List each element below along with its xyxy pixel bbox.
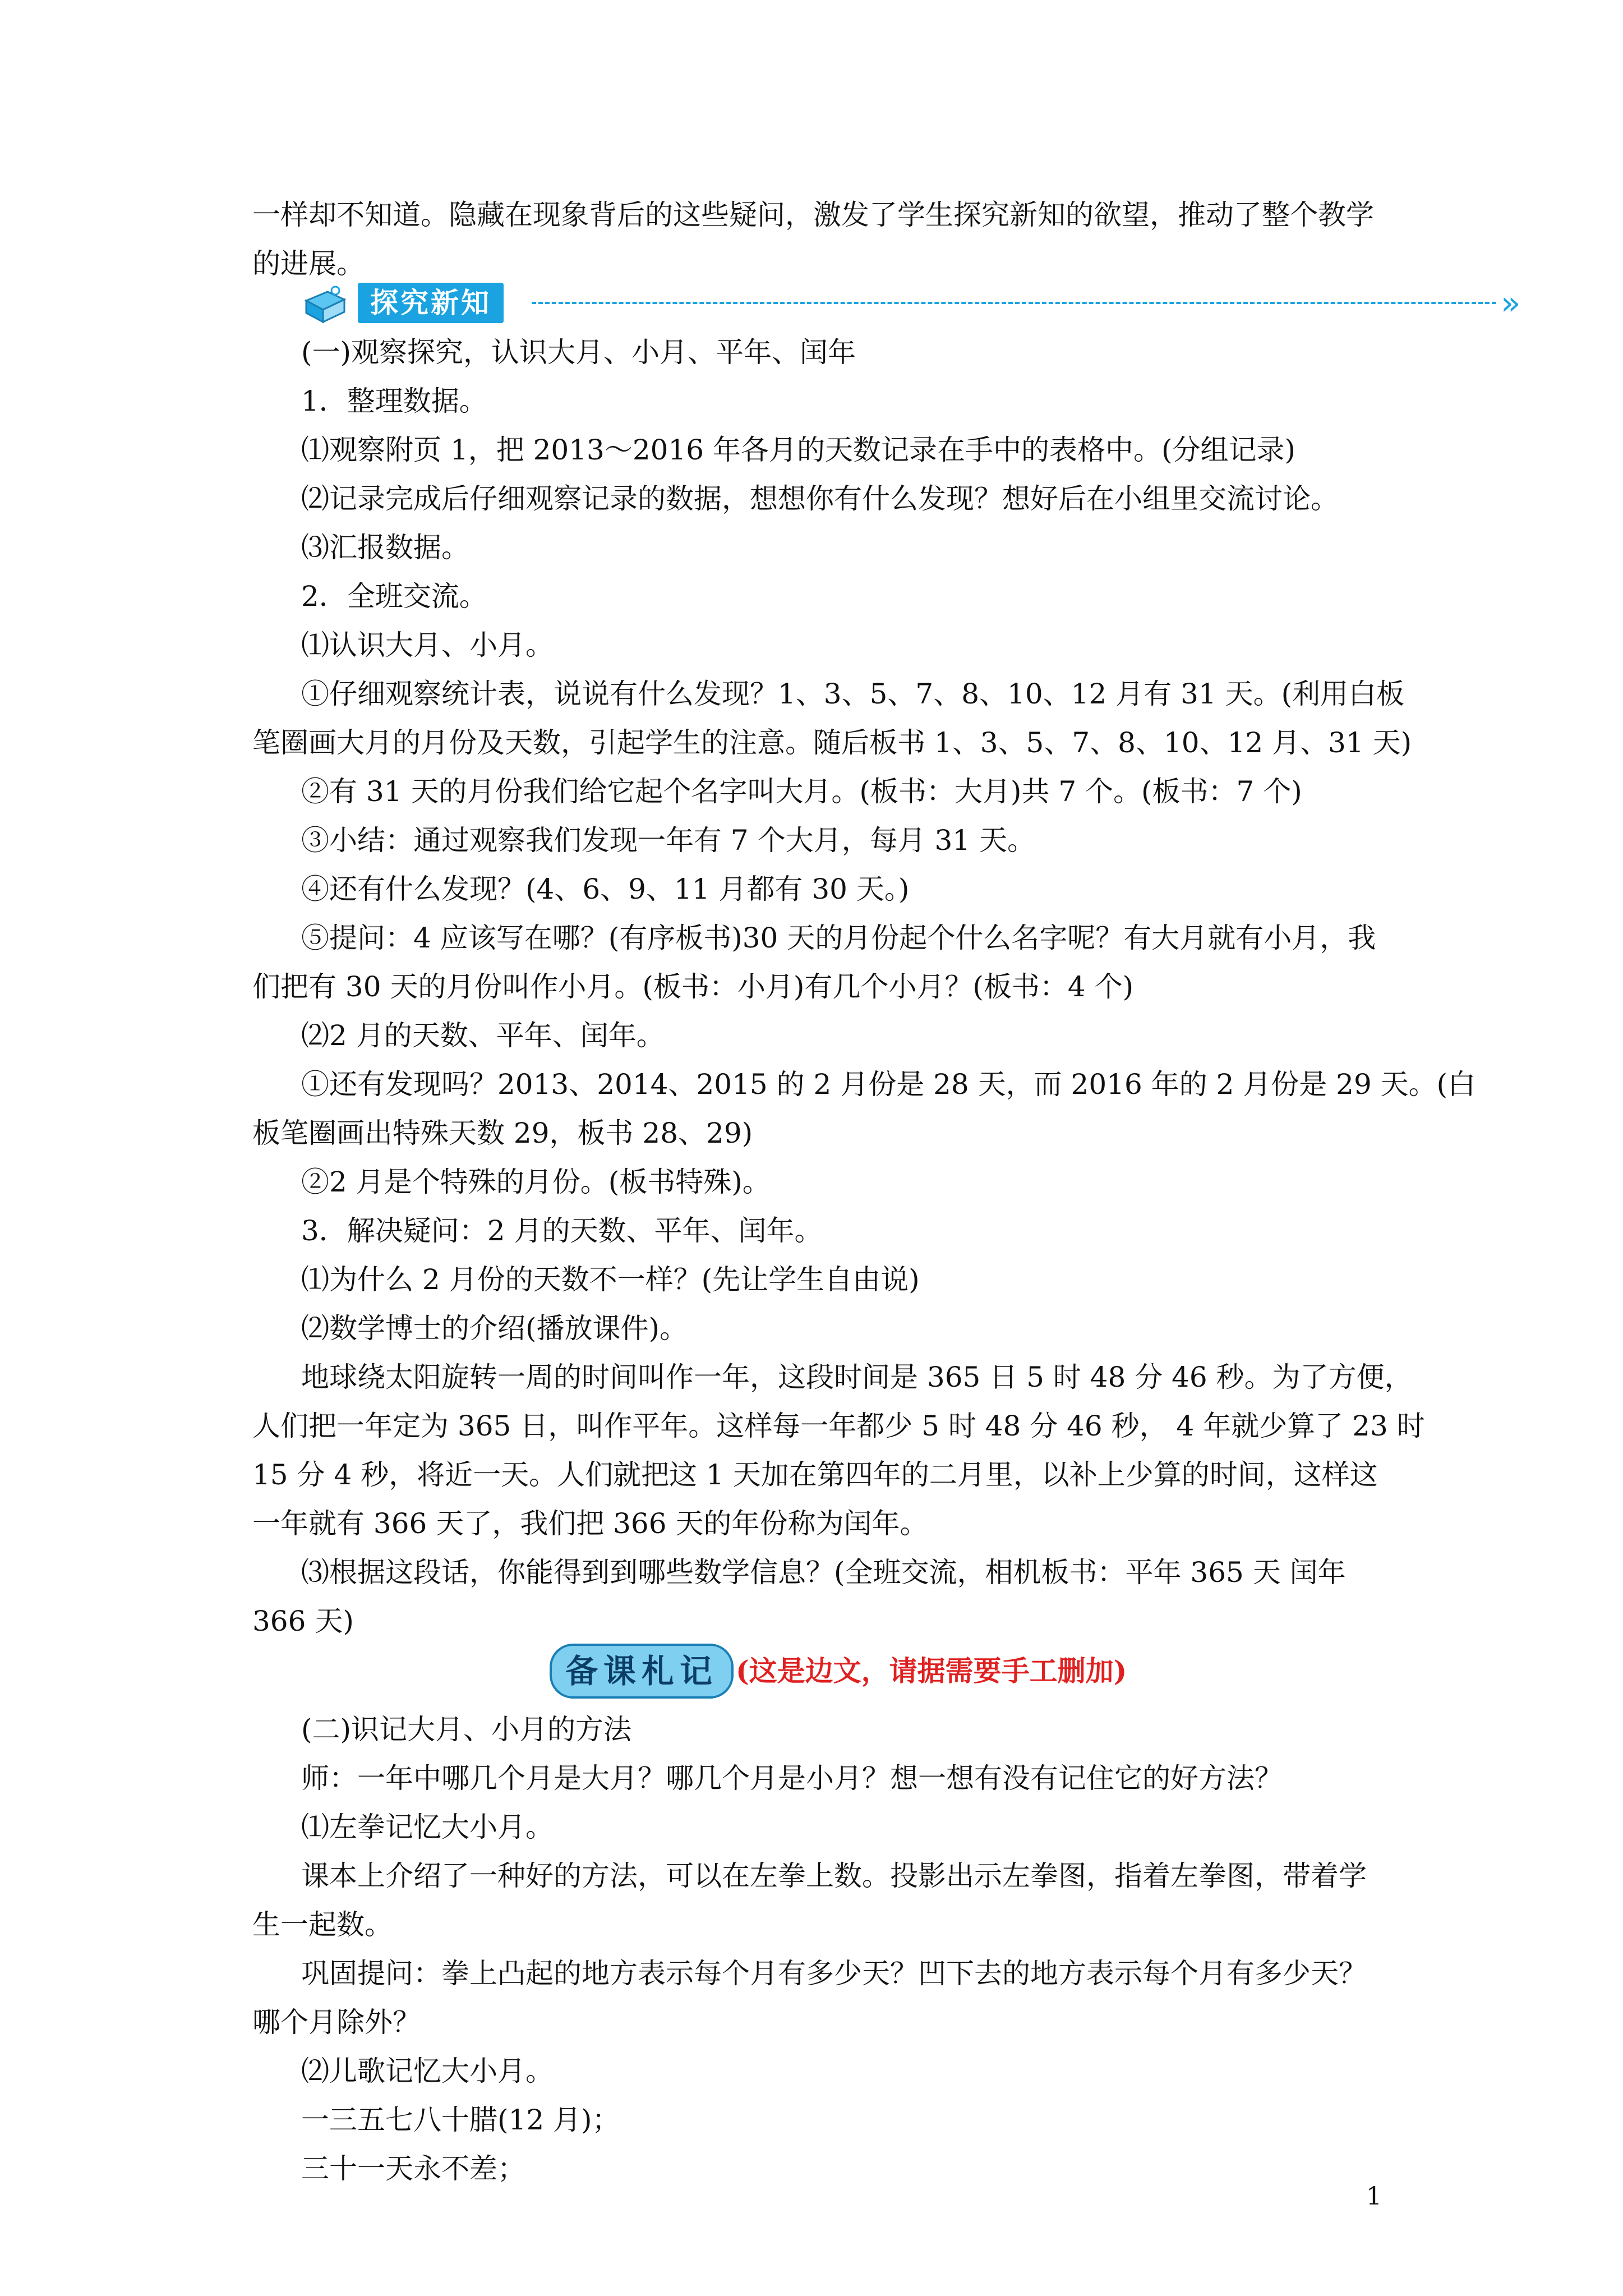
text-line: 一三五七八十腊(12 月)； [301,2104,620,2136]
text-line: 一年就有 366 天了，我们把 366 天的年份称为闰年。 [252,1507,928,1540]
text-line: ⑴左拳记忆大小月。 [301,1811,554,1843]
text-line: 笔圈画大月的月份及天数，引起学生的注意。随后板书 1、3、5、7、8、10、12 月、31 天) [252,726,1412,759]
text-line: ③小结：通过观察我们发现一年有 7 个大月，每月 31 天。 [301,824,1036,857]
text-line: 一样却不知道。隐藏在现象背后的这些疑问，激发了学生探究新知的欲望，推动了整个教学 [252,199,1374,231]
text-line: ⑴观察附页 1，把 2013～2016 年各月的天数记录在手中的表格中。(分组记录) [301,434,1295,466]
notes-badge [550,1644,1127,1700]
margin-note: (这是边文，请据需要手工删加) [736,1654,1127,1687]
book-icon [303,284,348,324]
text-line: ④还有什么发现？(4、6、9、11 月都有 30 天。) [301,873,910,905]
subheading-line: (一)观察探究，认识大月、小月、平年、闰年 [301,336,856,369]
text-line: 的进展。 [252,247,365,280]
subheading-line: (二)识记大月、小月的方法 [301,1713,632,1746]
text-line: 巩固提问：拳上凸起的地方表示每个月有多少天？凹下去的地方表示每个月有多少天？ [301,1957,1367,1990]
text-line: 三十一天永不差； [301,2152,525,2185]
text-line: ⑵数学博士的介绍(播放课件)。 [301,1312,688,1345]
text-line: ⑵2 月的天数、平年、闰年。 [301,1019,665,1052]
page-number: 1 [1366,2182,1382,2211]
text-line: 哪个月除外？ [252,2006,421,2039]
text-line: ①仔细观察统计表，说说有什么发现？1、3、5、7、8、10、12 月有 31 天。(利用白板 [301,678,1405,710]
text-line: 们把有 30 天的月份叫作小月。(板书：小月)有几个小月？(板书：4 个) [252,970,1134,1003]
text-line: 课本上介绍了一种好的方法，可以在左拳上数。投影出示左拳图，指着左拳图，带着学 [301,1860,1367,1892]
text-line: 2．全班交流。 [301,580,487,613]
text-line: ①还有发现吗？2013、2014、2015 的 2 月份是 28 天，而 2016 年的 2 月份是 29 天。(白 [301,1068,1476,1101]
text-line: ⑤提问：4 应该写在哪？(有序板书)30 天的月份起个什么名字呢？有大月就有小月，我 [301,922,1376,954]
section-heading-label: 探究新知 [358,283,504,323]
double-chevron-right-icon: » [1501,284,1521,322]
text-line: ⑴为什么 2 月份的天数不一样？(先让学生自由说) [301,1263,920,1296]
text-line: ⑴认识大月、小月。 [301,629,554,661]
text-line: 人们把一年定为 365 日，叫作平年。这样每一年都少 5 时 48 分 46 秒， 4 年就少算了 23 时 [252,1410,1425,1442]
text-line: ②有 31 天的月份我们给它起个名字叫大月。(板书：大月)共 7 个。(板书：7 个) [301,775,1302,808]
text-line: ⑶汇报数据。 [301,531,469,564]
dashed-divider [532,302,1496,304]
text-line: ②2 月是个特殊的月份。(板书特殊)。 [301,1166,771,1198]
notes-badge-label: 备课札记 [550,1644,734,1699]
text-line: 1．整理数据。 [301,385,487,417]
text-line: 15 分 4 秒，将近一天。人们就把这 1 天加在第四年的二月里，以补上少算的时间，这样这 [252,1458,1378,1491]
text-line: 366 天) [252,1605,354,1637]
text-line: 生一起数。 [252,1908,393,1941]
text-line: ⑶根据这段话，你能得到到哪些数学信息？(全班交流，相机板书：平年 365 天 闰年 [301,1556,1346,1589]
text-line: 板笔圈画出特殊天数 29，板书 28、29) [252,1117,753,1149]
text-line: 师：一年中哪几个月是大月？哪几个月是小月？想一想有没有记住它的好方法？ [301,1762,1283,1795]
text-line: 3．解决疑问：2 月的天数、平年、闰年。 [301,1214,823,1247]
text-line: ⑵记录完成后仔细观察记录的数据，想想你有什么发现？想好后在小组里交流讨论。 [301,482,1339,515]
text-line: ⑵儿歌记忆大小月。 [301,2055,554,2087]
text-line: 地球绕太阳旋转一周的时间叫作一年，这段时间是 365 日 5 时 48 分 46 秒。为了方便， [301,1361,1413,1393]
